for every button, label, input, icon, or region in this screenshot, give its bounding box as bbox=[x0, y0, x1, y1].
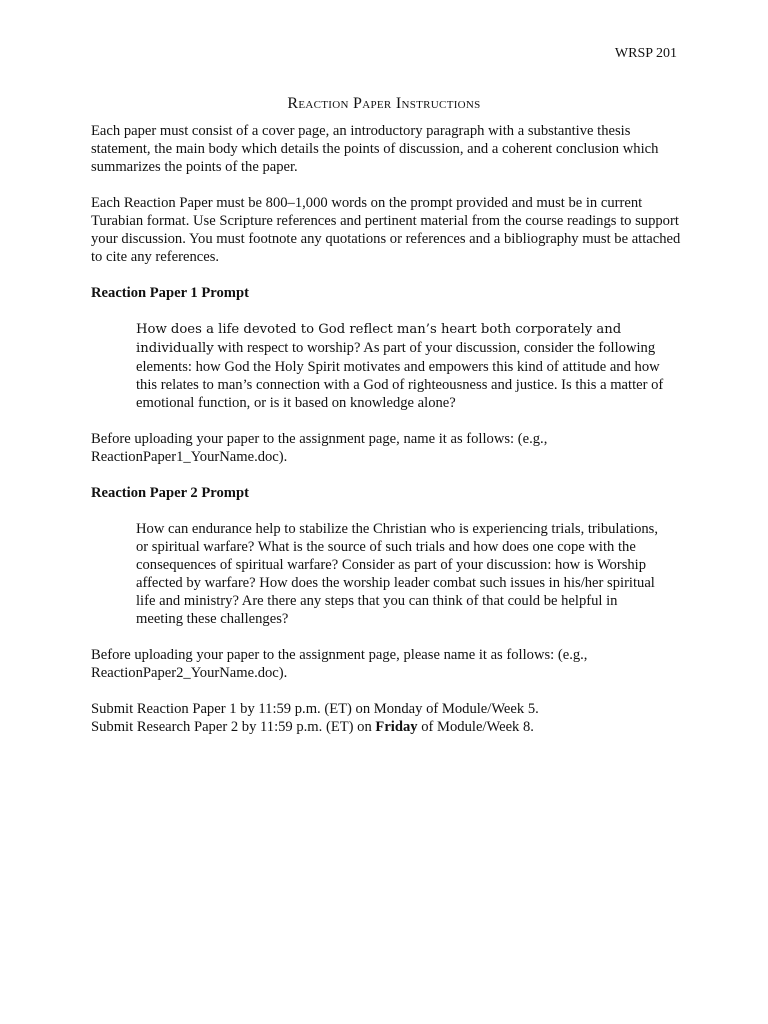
course-code: WRSP 201 bbox=[614, 46, 677, 61]
prompt1-naming-instruction: Before uploading your paper to the assignment page, name it as follows: (e.g., ReactionPaper1_YourName.doc). bbox=[91, 431, 548, 465]
submission-line-1: Submit Reaction Paper 1 by 11:59 p.m. (ET) on Monday of Module/Week 5. bbox=[91, 701, 539, 717]
prompt1-body-first-line: How does a life devoted to God reflect man’s heart both corporately and individually bbox=[136, 322, 622, 356]
requirements-paragraph: Each Reaction Paper must be 800–1,000 words on the prompt provided and must be in current Turabian format. Use Scripture references and pertinent material from the course readings to support your discussion. You must footnote any quotations or references and a bibliography must be attached to cite any references. bbox=[91, 195, 681, 265]
prompt1-body bbox=[136, 320, 666, 412]
document-body bbox=[91, 122, 691, 736]
prompt2-naming-instruction: Before uploading your paper to the assignment page, please name it as follows: (e.g., ReactionPaper2_YourName.doc). bbox=[91, 647, 588, 681]
submission-line-2-end: of Module/Week 8. bbox=[417, 719, 534, 735]
intro-paragraph: Each paper must consist of a cover page, an introductory paragraph with a substantive thesis statement, the main body which details the points of discussion, and a coherent conclusion which summarizes the points of the paper. bbox=[91, 123, 659, 175]
prompt1-body-rest: with respect to worship? As part of your discussion, consider the following elements: how God the Holy Spirit motivates and empowers this kind of attitude and how this relates to man’s connection with a God of righteousness and justice. Is this a matter of emotional function, or is it based on knowledge alone? bbox=[136, 340, 664, 411]
prompt1-heading: Reaction Paper 1 Prompt bbox=[91, 285, 249, 301]
submission-line-2 bbox=[91, 718, 691, 736]
prompt2-body: How can endurance help to stabilize the Christian who is experiencing trials, tribulations, or spiritual warfare? What is the source of such trials and how does one cope with the consequences of spiritual warfare? Consider as part of your discussion: how is Worship affected by warfare? How does the worship leader combat such issues in his/her spiritual life and ministry? Are there any steps that you can think of that could be helpful in meeting these challenges? bbox=[136, 521, 658, 627]
prompt2-heading: Reaction Paper 2 Prompt bbox=[91, 485, 249, 501]
submission-due-day: Friday bbox=[375, 719, 418, 735]
document-title: Reaction Paper Instructions bbox=[287, 95, 481, 112]
submission-line-2-start: Submit Research Paper 2 by 11:59 p.m. (ET) on bbox=[91, 719, 376, 735]
